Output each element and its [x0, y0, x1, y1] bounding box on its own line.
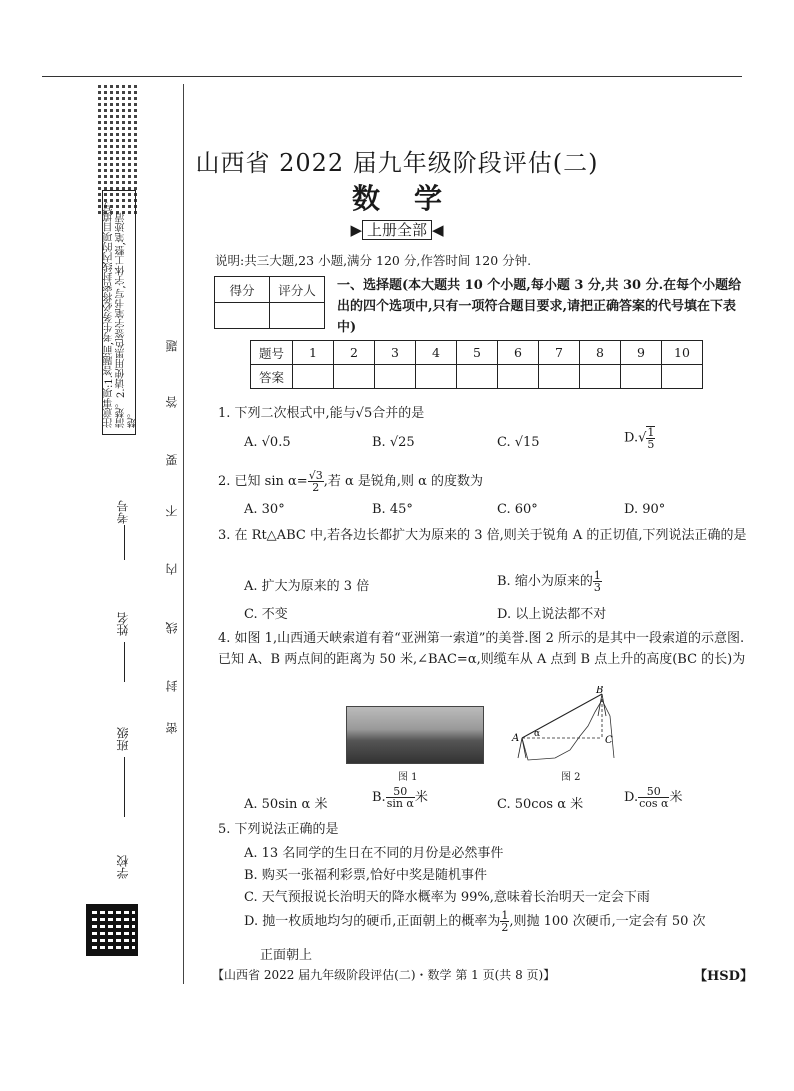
question-5-stem: 5. 下列说法正确的是: [218, 822, 339, 837]
unit: 米: [669, 790, 683, 805]
exam-no-label: 考号: [116, 500, 130, 524]
point-a-label: A: [512, 733, 520, 744]
answer-cell[interactable]: [580, 365, 621, 389]
q5-option-d-part: ,则抛 100 次硬币,一定会有 50 次: [509, 914, 706, 929]
question-number: 2: [334, 341, 375, 365]
q1-option-d-label: D.: [624, 430, 639, 446]
question-number: 7: [539, 341, 580, 365]
numerator: 50: [638, 786, 669, 798]
q4-option-d-label: D.: [624, 790, 639, 805]
seal-char: 线: [165, 622, 179, 634]
q5-option-d: [244, 910, 706, 933]
fraction: [638, 786, 669, 809]
denominator: 5: [647, 438, 655, 451]
q4-option-b-label: B.: [372, 790, 386, 805]
score-cell[interactable]: [215, 303, 270, 329]
cable-diagram: [510, 686, 630, 770]
denominator: cos α: [639, 797, 669, 810]
q3-option-a: A. 扩大为原来的 3 倍: [244, 579, 370, 594]
q3-option-b-label: B. 缩小为原来的: [497, 574, 593, 589]
class-label: 班级: [116, 727, 130, 751]
answer-cell[interactable]: [539, 365, 580, 389]
unit: 米: [414, 790, 428, 805]
answer-cell[interactable]: [662, 365, 703, 389]
question-2-stem: [218, 470, 483, 493]
fraction: [308, 470, 324, 493]
denominator: 2: [312, 481, 320, 494]
q3-option-b: [497, 570, 602, 593]
seal-char: 要: [165, 454, 179, 466]
question-number: 3: [375, 341, 416, 365]
denominator: 2: [501, 921, 509, 934]
q2-option-d: D. 90°: [624, 502, 666, 517]
grader-header: 评分人: [270, 277, 325, 303]
figure-2-label: 图 2: [561, 772, 581, 783]
fraction: [593, 570, 602, 593]
q2-stem-part: ,若 α 是锐角,则 α 的度数为: [323, 474, 484, 489]
numerator: 50: [386, 786, 415, 798]
question-number: 8: [580, 341, 621, 365]
notice-text: 注意事项:1.答题前,考生务必将密封线内的项目填写清楚。2.请使用黑色签字笔书写,字体工整,笔迹清楚。: [104, 201, 139, 428]
exam-instructions: 说明:共三大题,23 小题,满分 120 分,作答时间 120 分钟.: [215, 253, 532, 268]
question-number: 6: [498, 341, 539, 365]
section-title: 一、选择题(本大题共 10 个小题,每小题 3 分,共 30 分.在每个小题给出的四个选项中,只有一项符合题目要求,请把正确答案的代号填在下表中): [337, 278, 742, 335]
page-footer: 【山西省 2022 届九年级阶段评估(二)・数学 第 1 页(共 8 页)】: [212, 968, 556, 982]
class-line: [124, 757, 125, 817]
q2-option-a: A. 30°: [244, 502, 285, 517]
seal-char: 不: [165, 505, 179, 517]
fraction: [500, 910, 509, 933]
q5-option-d-part: D. 抛一枚质地均匀的硬币,正面朝上的概率为: [244, 914, 501, 929]
seal-char: 密: [165, 722, 179, 734]
grader-cell[interactable]: [270, 303, 325, 329]
answer-row-label: 答案: [251, 365, 293, 389]
denominator: sin α: [386, 797, 414, 810]
q3-option-d: D. 以上说法都不对: [497, 607, 607, 622]
answer-cell[interactable]: [293, 365, 334, 389]
answer-table-header: 题号: [251, 341, 293, 365]
fraction: [646, 426, 655, 450]
point-b-label: B: [596, 686, 604, 696]
q5-option-c: C. 天气预报说长治明天的降水概率为 99%,意味着长治明天一定会下雨: [244, 890, 650, 905]
answer-cell[interactable]: [416, 365, 457, 389]
angle-label: α: [534, 729, 541, 739]
denominator: 3: [593, 581, 601, 594]
answer-cell[interactable]: [457, 365, 498, 389]
q1-option-d: D.√ $\frac{1}{5}$: [624, 426, 655, 451]
q4-option-b: [372, 786, 428, 809]
answer-cell[interactable]: [498, 365, 539, 389]
score-header: 得分: [215, 277, 270, 303]
exam-no-line: [124, 525, 125, 560]
scope-label: ▶ 上册全部 ◀: [350, 221, 444, 239]
q1-option-a: A. √0.5: [244, 435, 291, 450]
seal-char: 内: [165, 563, 179, 575]
qr-code: [86, 904, 138, 956]
q4-option-a: A. 50sin α 米: [244, 797, 328, 812]
q5-option-b: B. 购买一张福利彩票,恰好中奖是随机事件: [244, 868, 487, 883]
question-number: 4: [416, 341, 457, 365]
numerator: 1: [647, 426, 655, 439]
q4-option-d: [624, 786, 682, 809]
paper-code: 【HSD】: [694, 969, 753, 984]
cable-car-photo: [346, 706, 484, 764]
score-table: [214, 276, 325, 329]
answer-cell[interactable]: [375, 365, 416, 389]
fraction: [386, 786, 415, 809]
q3-option-c: C. 不变: [244, 607, 288, 622]
subject-title: 数学: [351, 182, 476, 215]
point-c-label: C: [605, 735, 613, 746]
answer-cell[interactable]: [334, 365, 375, 389]
numerator: 1: [593, 569, 601, 582]
name-label: 姓名: [116, 612, 130, 636]
question-number: 5: [457, 341, 498, 365]
numerator: 1: [501, 909, 509, 922]
figure-1-label: 图 1: [398, 772, 418, 783]
q2-stem-part: 2. 已知 sin α=: [218, 474, 308, 489]
question-3-stem: 3. 在 Rt△ABC 中,若各边长都扩大为原来的 3 倍,则关于锐角 A 的正切值,下列说法正确的是: [218, 528, 747, 543]
seal-char: 封: [165, 680, 179, 692]
question-number: 1: [293, 341, 334, 365]
page-title: 山西省 2022 届九年级阶段评估(二): [195, 149, 599, 177]
name-line: [124, 642, 125, 682]
q5-option-d-line2: 正面朝上: [260, 948, 313, 963]
question-1-stem: 1. 下列二次根式中,能与√5合并的是: [218, 406, 425, 421]
scope-text: 上册全部: [362, 220, 432, 240]
answer-cell[interactable]: [621, 365, 662, 389]
q1-option-c: C. √15: [497, 435, 540, 450]
q1-option-b: B. √25: [372, 435, 415, 450]
q5-option-a: A. 13 名同学的生日在不同的月份是必然事件: [244, 846, 504, 861]
numerator: √3: [308, 469, 323, 482]
school-label: 学校: [116, 855, 130, 879]
question-number: 9: [621, 341, 662, 365]
q2-option-c: C. 60°: [497, 502, 538, 517]
seal-char: 答: [165, 396, 179, 408]
top-border-line: [42, 76, 742, 77]
seal-char: 题: [165, 340, 179, 352]
question-number: 10: [662, 341, 703, 365]
q2-option-b: B. 45°: [372, 502, 413, 517]
question-4-stem: 4. 如图 1,山西通天峡索道有着“亚洲第一索道”的美誉.图 2 所示的是其中一段索道的示意图.已知 A、B 两点间的距离为 50 米,∠BAC=α,则缆车从 A 点到 B 点上升的高度(BC 的长)为: [218, 631, 746, 667]
q4-option-c: C. 50cos α 米: [497, 797, 584, 812]
answer-table: [250, 340, 703, 389]
